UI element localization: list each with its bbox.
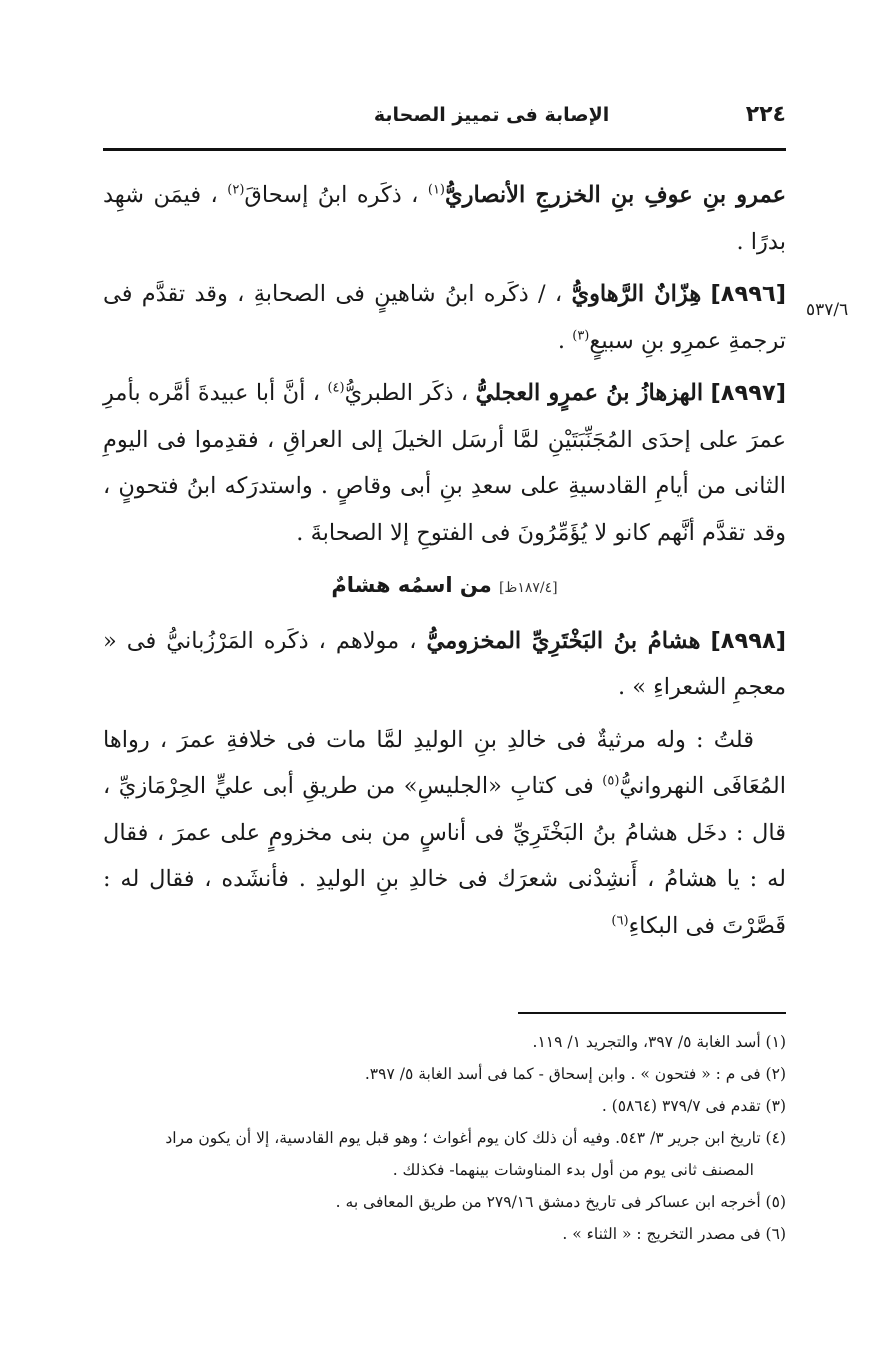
footnote: (٢) فى م : « فتحون » . وابن إسحاق - كما فى أسد الغابة ٥/ ٣٩٧. [364,1065,786,1083]
footnote: (٦) فى مصدر التخريج : « الثناء » . [562,1225,786,1243]
paragraph-text: ، / ذكَره ابنُ شاهينٍ فى الصحابةِ ، وقد تقدَّم فى ترجمةِ عمرِو بنِ سبيعٍ [103,281,786,354]
entry-8997 [103,370,786,556]
footnote-continuation: المصنف ثانى يوم من أول بدء المناوشات بينهما- فكذلك . [392,1161,754,1179]
footnote: (٥) أخرجه ابن عساكر فى تاريخ دمشق ٢٧٩/١٦ من طريق المعافى به . [335,1193,786,1211]
person-name: عمرو بنِ عوفِ بنِ الخزرجِ الأنصاريُّ [445,182,787,208]
paragraph-text: فى كتابِ «الجليسِ» من طريقِ أبى عليٍّ الحِرْمَازيِّ ، قال : دخَل هشامُ بنُ البَخْتَرِيِّ فى أناسٍ من بنى مخزومٍ على عمرَ ، فقال له : يا هشامُ ، أَنشِدْنى شعرَك فى خالدِ بنِ الوليدِ . فأنشَده ، فقال له : قَصَّرْتَ فى البكاءِ [103,773,786,939]
paragraph-text: قلتُ : وله مرثيةٌ فى خالدِ بنِ الوليدِ لمَّا مات فى خلافةِ عمرَ ، رواها المُعَافَى النهروانيُّ [103,726,786,799]
entry-8998 [103,618,786,711]
running-title: الإصابة فى تمييز الصحابة [373,104,610,126]
paragraph-text: ، فيمَن شهِد بدرًا . [103,182,786,255]
footnote: (٤) تاريخ ابن جرير ٣/ ٥٤٣. وفيه أن ذلك كان يوم أغواث ؛ وهو قبل يوم القادسية، إلا أن يكون مراد [165,1129,786,1147]
paragraph-text: ، أنَّ أبا عبيدةَ أمَّره بأمرِ عمرَ على إحدَى المُجَنِّبَتَيْنِ لمَّا أرسَل الخيلَ إلى العراقِ ، فقدِموا فى اليومِ الثانى من أيامِ القادسيةِ على سعدِ بنِ أبى وقاصٍ . واستدرَكه ابنُ فتحونٍ ، وقد تقدَّم أنَّهم كانو لا يُؤَمِّرُونَ فى الفتوحِ إلا الصحابةَ . [103,380,786,546]
manuscript-folio: [١٨٧/٤ظ] [498,580,558,596]
person-name: هشامُ بنُ البَخْتَرِيِّ المخزوميُّ [426,627,701,654]
person-name: هِزّانٌ الرَّهاويُّ [571,281,702,307]
footnote-ref: (٣) [572,328,590,343]
entry-8996 [103,271,786,364]
header-rule [103,148,786,151]
footnote-ref: (٢) [227,182,245,198]
footnote-ref: (٥) [602,773,620,789]
entry-number: [٨٩٩٧] [710,380,787,406]
footnote-rule [518,1012,786,1014]
paragraph-continuation [103,172,786,265]
footnote-ref: (١) [427,182,445,198]
paragraph-text: ، ذكَر الطبريُّ [344,380,469,406]
page-header [103,100,786,144]
footnote-ref: (٦) [611,913,629,928]
margin-reference: ٥٣٧/٦ [806,300,849,320]
commentary-paragraph [103,717,786,950]
footnote-ref: (٤) [327,380,345,396]
entry-number: [٨٩٩٨] [710,627,787,654]
paragraph-text: ، مولاهم ، ذكَره المَرْزُبانيُّ فى « معجمِ الشعراءِ » . [103,627,786,700]
footnote: (٣) تقدم فى ٣٧٩/٧ (٥٨٦٤) . [601,1097,786,1115]
body-text [103,172,786,955]
section-heading [103,562,786,612]
paragraph-text: ، ذكَره ابنُ إسحاقَ [244,182,419,208]
page-number: ٢٢٤ [745,102,786,127]
section-title: من اسمُه هشامٌ [331,573,492,597]
footnote: (١) أسد الغابة ٥/ ٣٩٧، والتجريد ١/ ١١٩. [532,1033,786,1051]
person-name: الهزهازُ بنُ عمرٍو العجليُّ [475,380,704,406]
footnotes [103,1026,786,1250]
entry-number: [٨٩٩٦] [710,281,787,307]
paragraph-text: . [557,327,566,354]
